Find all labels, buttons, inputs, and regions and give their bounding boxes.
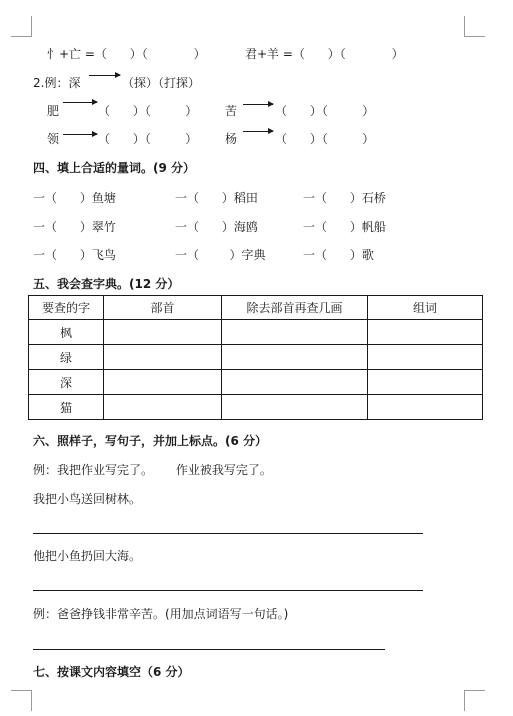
page-corner-mark [11,690,32,711]
section6-title: 六、照样子，写句子，并加上标点。(6 分） [33,434,268,448]
radical-question-1: 忄+亡 =（ ）（ ） [47,47,206,61]
example2-char: 领 [47,132,60,146]
table-row [29,320,483,345]
example2-blanks: （ ）（ ） [98,132,198,146]
page-corner-mark [11,16,32,37]
measure-word-item: 一（ ）石桥 [303,191,386,205]
page-corner-mark [464,16,485,37]
section6-example-1: 例：我把作业写完了。 作业被我写完了。 [33,463,272,477]
answer-line[interactable] [33,590,423,591]
answer-line[interactable] [33,533,423,534]
arrow-icon [63,102,97,103]
example2-char: 肥 [47,104,60,118]
table-row [29,345,483,370]
column-header: 要查的字 [29,296,104,320]
answer-cell[interactable] [222,345,368,370]
arrow-icon [63,134,97,135]
example2-char: 杨 [225,132,238,146]
lookup-char: 绿 [29,345,104,370]
answer-cell[interactable] [104,345,222,370]
arrow-icon [89,75,120,76]
column-header: 部首 [104,296,222,320]
answer-cell[interactable] [368,320,483,345]
arrow-icon [243,104,273,105]
dictionary-table [28,295,483,420]
answer-cell[interactable] [222,395,368,420]
example2-result: （探）（打探） [122,76,201,90]
lookup-char: 猫 [29,395,104,420]
section7-title: 七、按课文内容填空（6 分） [33,665,190,679]
table-header-row [29,296,483,320]
example2-blanks: （ ）（ ） [98,104,198,118]
answer-cell[interactable] [222,370,368,395]
measure-word-item: 一（ ）鱼塘 [33,191,116,205]
section6-question-1: 我把小鸟送回树林。 [33,492,142,506]
table-row [29,395,483,420]
lookup-char: 深 [29,370,104,395]
arrow-icon [243,131,273,132]
answer-line[interactable] [33,649,385,650]
lookup-char: 枫 [29,320,104,345]
answer-cell[interactable] [222,320,368,345]
answer-cell[interactable] [104,395,222,420]
example2-char: 苦 [225,104,238,118]
measure-word-item: 一（ ）翠竹 [33,220,116,234]
section4-title: 四、填上合适的量词。(9 分） [33,161,196,175]
measure-word-item: 一（ ）帆船 [303,220,386,234]
section5-title: 五、我会查字典。(12 分） [33,277,180,291]
page-corner-mark [464,690,485,711]
answer-cell[interactable] [368,395,483,420]
radical-question-2: 君+羊 =（ ）（ ） [245,47,404,61]
example2-label: 2.例：深 [33,76,81,90]
table-row [29,370,483,395]
column-header: 除去部首再查几画 [222,296,368,320]
measure-word-item: 一（ ）字典 [175,248,266,262]
measure-word-item: 一（ ）歌 [303,248,374,262]
measure-word-item: 一（ ）飞鸟 [33,248,116,262]
example2-blanks: （ ）（ ） [275,132,375,146]
section6-question-2: 他把小鱼扔回大海。 [33,549,142,563]
answer-cell[interactable] [368,370,483,395]
section6-example-2: 例：爸爸挣钱非常辛苦。(用加点词语写一句话。) [33,607,289,621]
answer-cell[interactable] [104,370,222,395]
example2-blanks: （ ）（ ） [275,104,375,118]
measure-word-item: 一（ ）海鸥 [175,220,258,234]
answer-cell[interactable] [104,320,222,345]
measure-word-item: 一（ ）稻田 [175,191,258,205]
answer-cell[interactable] [368,345,483,370]
column-header: 组词 [368,296,483,320]
